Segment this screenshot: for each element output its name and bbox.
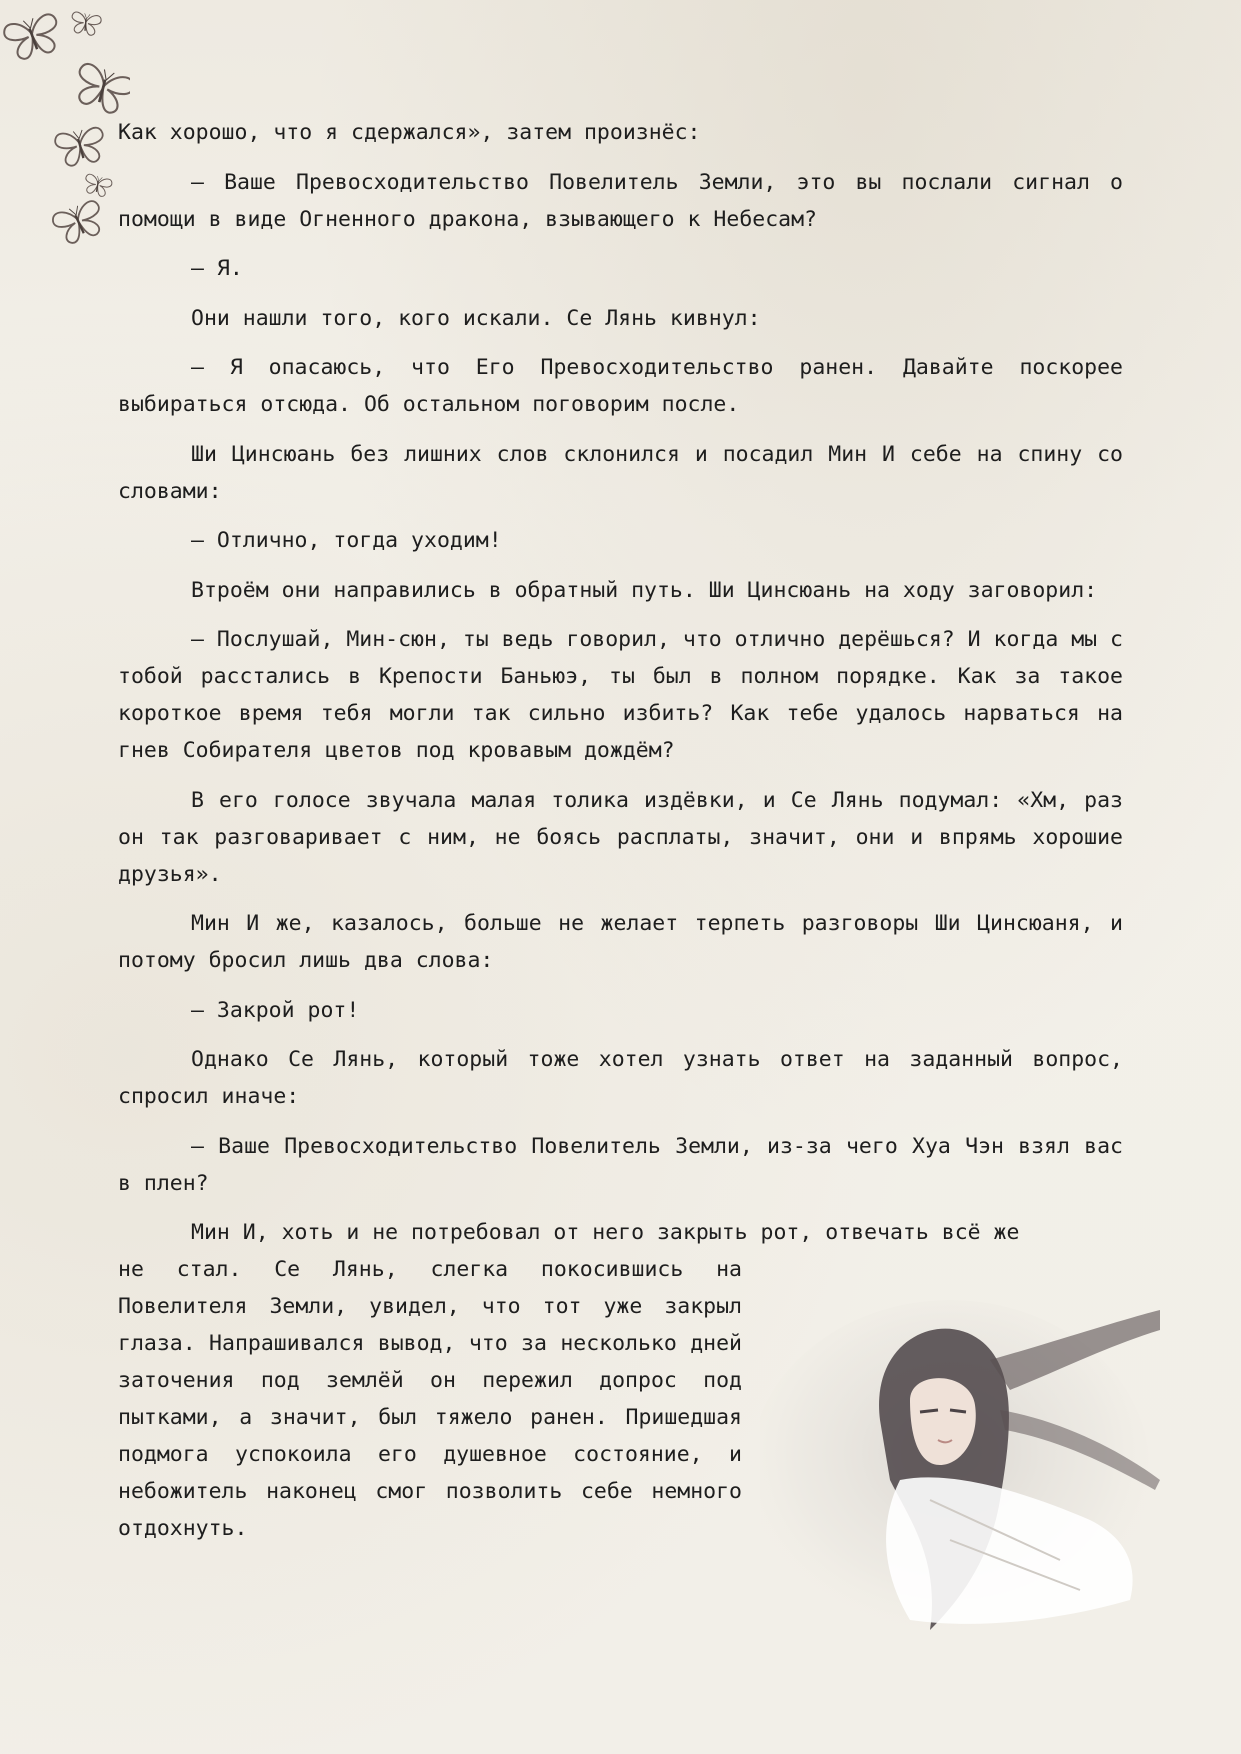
butterfly-icon <box>51 199 108 247</box>
paragraph: — Отлично, тогда уходим! <box>191 528 502 553</box>
butterflies-decoration <box>0 0 130 260</box>
paragraph-last-rest: не стал. Се Лянь, слегка покосившись на Повелителя Земли, увидел, что тот уже закрыл глаза. Напрашивался вывод, что за несколько дней заточения под землёй он пережил допрос под пытками, а значит, был тяжело ранен. Пришедшая подмога успокоила его душевное состояние, и небожитель наконец смог позволить себе немного отдохнуть. <box>118 1257 742 1541</box>
character-illustration <box>760 1300 1160 1650</box>
butterfly-icon <box>82 173 113 198</box>
paragraph: — Я опасаюсь, что Его Превосходительство ранен. Давайте поскорее выбираться отсюда. Об остальном поговорим после. <box>118 355 1123 417</box>
paragraph: — Я. <box>191 256 243 281</box>
paragraph: — Ваше Превосходительство Повелитель Земли, из-за чего Хуа Чэн взял вас в плен? <box>118 1133 1123 1196</box>
butterfly-icon <box>70 62 130 118</box>
butterfly-icon <box>69 11 101 36</box>
butterfly-icon <box>54 127 107 168</box>
paragraph: В его голосе звучала малая толика издёвки, и Се Лянь подумал: «Хм, раз он так разговаривает с ним, не боясь расплаты, значит, они и впрямь хорошие друзья». <box>118 787 1123 887</box>
paragraph: Они нашли того, кого искали. Се Лянь кивнул: <box>191 305 761 331</box>
paragraph: Ши Цинсюань без лишних слов склонился и посадил Мин И себе на спину со словами: <box>118 441 1123 504</box>
paragraph-last-first-line: Мин И, хоть и не потребовал от него закрыть рот, отвечать всё же <box>191 1220 1020 1245</box>
butterfly-icon <box>2 13 63 63</box>
paragraph: Однако Се Лянь, который тоже хотел узнать ответ на заданный вопрос, спросил иначе: <box>118 1047 1123 1109</box>
paragraph: — Послушай, Мин-сюн, ты ведь говорил, что отлично дерёшься? И когда мы с тобой расстались в Крепости Баньюэ, ты был в полном порядке. Как за такое короткое время тебя могли так сильно избить? Как тебе удалось нарваться на гнев Собирателя цветов под кровавым дождём? <box>118 627 1123 763</box>
paragraph-last-wrapped <box>118 1251 742 1547</box>
paragraph: — Ваше Превосходительство Повелитель Земли, это вы послали сигнал о помощи в виде Огненного дракона, взывающего к Небесам? <box>118 169 1123 232</box>
paragraph: — Закрой рот! <box>191 997 360 1023</box>
paragraph: Мин И же, казалось, больше не желает терпеть разговоры Ши Цинсюаня, и потому бросил лишь два слова: <box>118 911 1123 973</box>
paragraph: Как хорошо, что я сдержался», затем произнёс: <box>118 120 701 145</box>
paragraph: Втроём они направились в обратный путь. Ши Цинсюань на ходу заговорил: <box>191 577 1098 603</box>
